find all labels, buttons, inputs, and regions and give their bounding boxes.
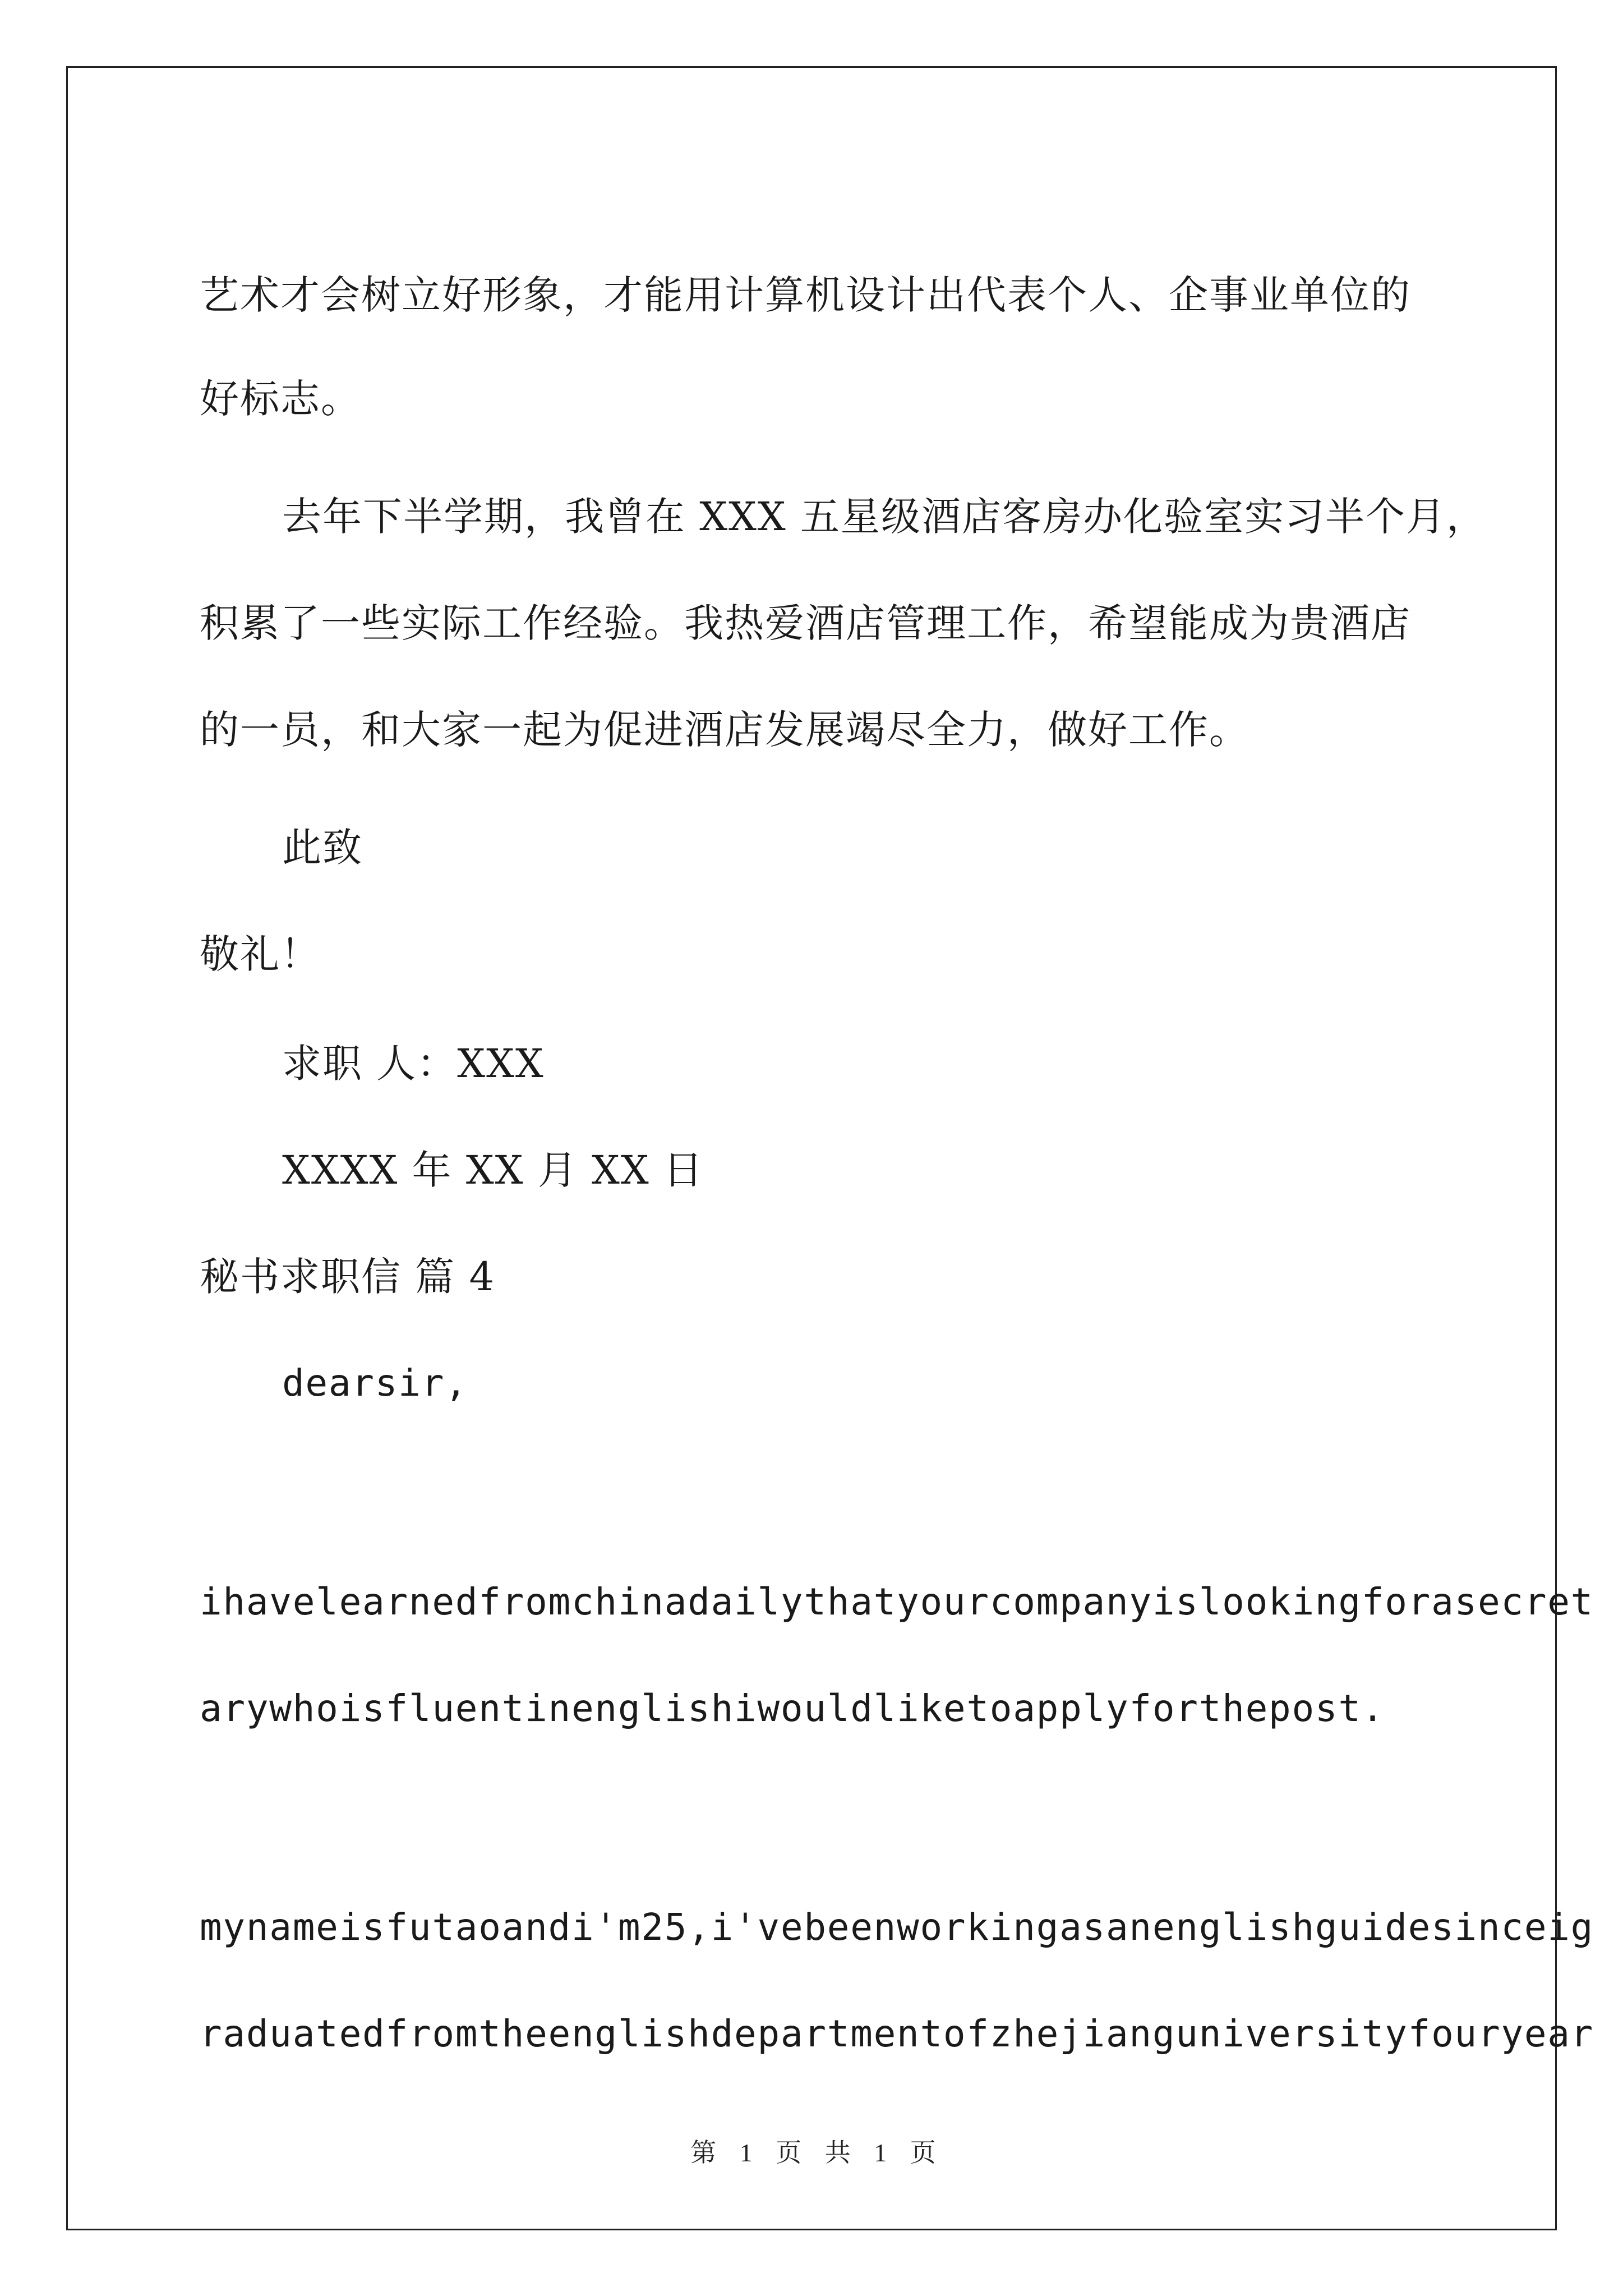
closing-regards: 敬礼！ bbox=[200, 931, 321, 977]
english-line-3: mynameisfutaoandi'm25,i'vebeenworkingasanenglishguidesinceig bbox=[200, 1906, 1594, 1949]
page-footer: 第 1 页 共 1 页 bbox=[690, 2138, 936, 2167]
applicant-signature: 求职 人：XXX bbox=[282, 1041, 545, 1087]
greeting-line: dearsir, bbox=[282, 1361, 468, 1405]
section-title: 秘书求职信 篇 4 bbox=[200, 1254, 496, 1300]
english-line-1: ihavelearnedfromchinadailythatyourcompanyislookingforasecret bbox=[200, 1580, 1594, 1623]
body-line-3: 去年下半学期，我曾在 XXX 五星级酒店客房办化验室实习半个月， bbox=[282, 494, 1487, 540]
page-frame bbox=[66, 66, 1594, 2230]
closing-salutation: 此致 bbox=[282, 825, 363, 871]
body-line-2: 好标志。 bbox=[200, 376, 361, 422]
body-line-5: 的一员，和大家一起为促进酒店发展竭尽全力，做好工作。 bbox=[200, 707, 1249, 753]
english-line-2: arywhoisfluentinenglishiwouldliketoapplyforthepost. bbox=[200, 1687, 1385, 1730]
letter-date: XXXX 年 XX 月 XX 日 bbox=[282, 1147, 704, 1193]
body-line-4: 积累了一些实际工作经验。我热爱酒店管理工作，希望能成为贵酒店 bbox=[200, 600, 1411, 646]
body-line-1: 艺术才会树立好形象，才能用计算机设计出代表个人、企事业单位的 bbox=[200, 272, 1411, 318]
english-line-4: raduatedfromtheenglishdepartmentofzhejianguniversityfouryear bbox=[200, 2012, 1594, 2055]
